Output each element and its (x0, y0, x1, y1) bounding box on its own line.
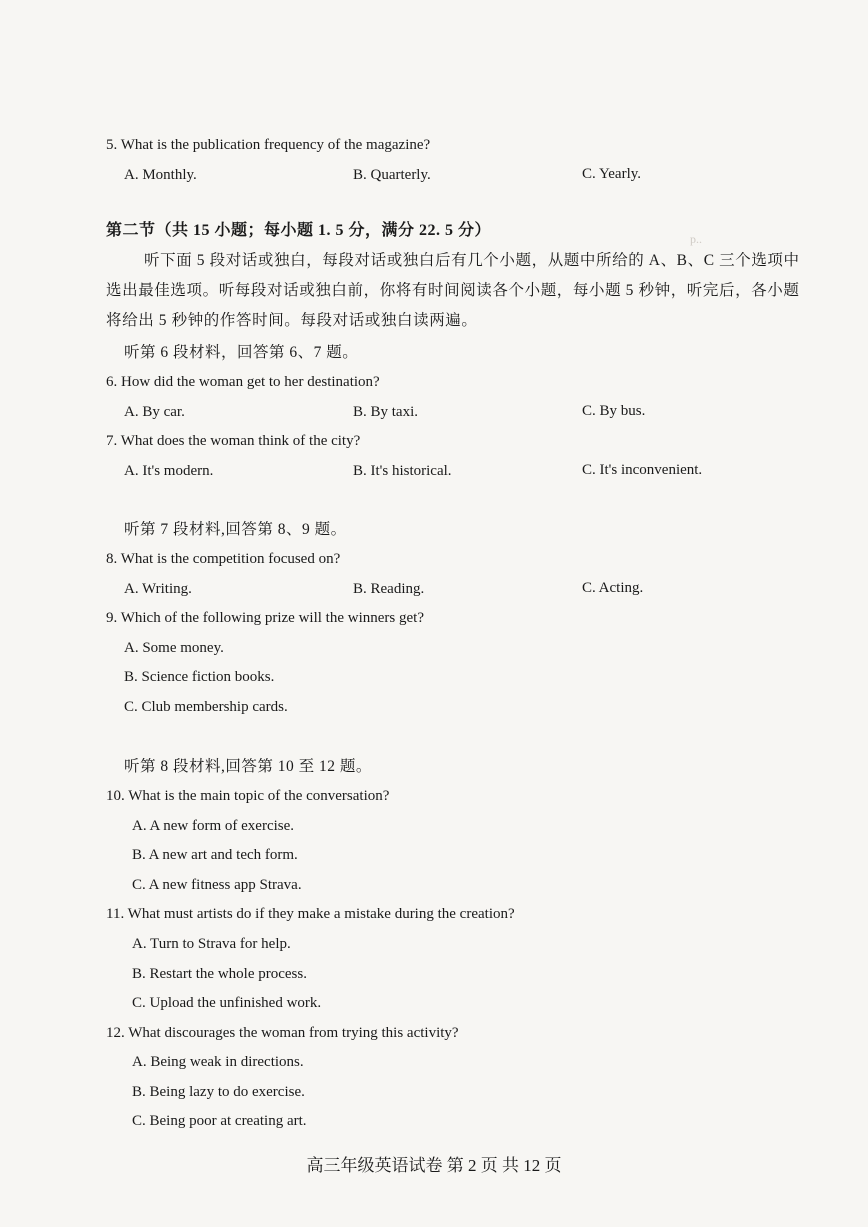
material-7-instruction: 听第 7 段材料,回答第 8、9 题。 (124, 521, 347, 538)
q5-option-b: B. Quarterly. (353, 167, 431, 183)
question-7: 7. What does the woman think of the city? (106, 433, 361, 449)
q8-option-a: A. Writing. (124, 581, 192, 597)
q11-option-a: A. Turn to Strava for help. (132, 936, 291, 952)
question-5: 5. What is the publication frequency of the magazine? (106, 137, 431, 153)
bleed-through-mark: p.. (690, 232, 702, 246)
question-9: 9. Which of the following prize will the winners get? (106, 610, 424, 626)
q6-option-a: A. By car. (124, 404, 185, 420)
q9-option-b: B. Science fiction books. (124, 669, 275, 685)
section-instructions: 听下面 5 段对话或独白，每段对话或独白后有几个小题，从题中所给的 A、B、C 三个选项中选出最佳选项。听每段对话或独白前，你将有时间阅读各个小题，每小题 5 秒钟，听完后，各小题将给出 5 秒钟的作答时间。每段对话或独白读两遍。 (106, 252, 800, 329)
q10-option-b: B. A new art and tech form. (132, 847, 298, 863)
q7-option-a: A. It's modern. (124, 463, 214, 479)
q6-option-c: C. By bus. (582, 403, 646, 419)
q8-option-c: C. Acting. (582, 580, 644, 596)
q11-option-b: B. Restart the whole process. (132, 966, 307, 982)
material-8-instruction: 听第 8 段材料,回答第 10 至 12 题。 (124, 758, 372, 775)
page-footer: 高三年级英语试卷 第 2 页 共 12 页 (306, 1156, 562, 1175)
q9-option-a: A. Some money. (124, 640, 224, 656)
q12-option-b: B. Being lazy to do exercise. (132, 1084, 305, 1100)
q6-option-b: B. By taxi. (353, 404, 419, 420)
q11-option-c: C. Upload the unfinished work. (132, 995, 322, 1011)
section-heading: 第二节（共 15 小题；每小题 1. 5 分，满分 22. 5 分） (106, 222, 492, 239)
q10-option-c: C. A new fitness app Strava. (132, 877, 302, 893)
q7-option-b: B. It's historical. (353, 463, 452, 479)
q5-option-c: C. Yearly. (582, 166, 642, 182)
question-12: 12. What discourages the woman from trying this activity? (106, 1025, 459, 1041)
q8-option-b: B. Reading. (353, 581, 425, 597)
q10-option-a: A. A new form of exercise. (132, 818, 295, 834)
q5-option-a: A. Monthly. (124, 167, 197, 183)
q9-option-c: C. Club membership cards. (124, 699, 288, 715)
material-6-instruction: 听第 6 段材料，回答第 6、7 题。 (124, 344, 359, 361)
question-6: 6. How did the woman get to her destination? (106, 374, 380, 390)
q12-option-c: C. Being poor at creating art. (132, 1113, 307, 1129)
q7-option-c: C. It's inconvenient. (582, 462, 703, 478)
question-10: 10. What is the main topic of the conversation? (106, 788, 390, 804)
question-8: 8. What is the competition focused on? (106, 551, 341, 567)
q12-option-a: A. Being weak in directions. (132, 1054, 304, 1070)
question-11: 11. What must artists do if they make a mistake during the creation? (106, 906, 515, 922)
